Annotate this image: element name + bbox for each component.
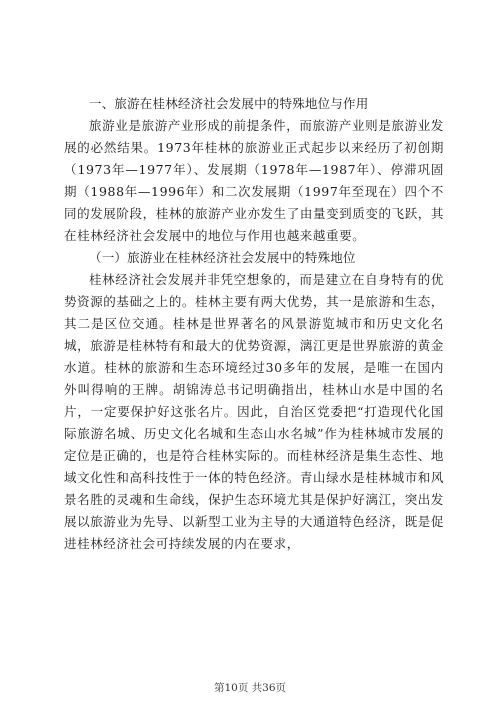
section-heading: 一、旅游在桂林经济社会发展中的特殊地位与作用 xyxy=(89,96,369,111)
paragraph-body: 桂林经济社会发展并非凭空想象的，而是建立在自身特有的优势资源的基础之上的。桂林主要有两大优势，其一是旅游和生态，其二是区位交通。桂林是世界著名的风景游览城市和历史文化名城，旅游是桂林特有和最大的优势资源，漓江更是世界旅游的黄金水道。桂林的旅游和生态环境经过30多年的发展，是唯一在国内外叫得响的王牌。胡锦涛总书记明确指出，桂林山水是中国的名片，一定要保护好这张名片。因此，自治区党委把“打造现代化国际旅游名城、历史文化名城和生态山水名城”作为桂林城市发展的定位是正确的，也是符合桂林实际的。而桂林经济是集生态性、地域文化性和高科技性于一体的特色经济。青山绿水是桂林城市和风景名胜的灵魂和生命线，保护生态环境尤其是保护好漓江，突出发展以旅游业为先导、以新型工业为主导的大通道特色经济，既是促进桂林经济社会可持续发展的内在要求， xyxy=(64,272,444,551)
page-number-footer: 第10页 共36页 xyxy=(213,682,287,694)
document-body xyxy=(64,93,444,555)
paragraph-intro: 旅游业是旅游产业形成的前提条件，而旅游产业则是旅游业发展的必然结果。1973年桂林的旅游业正式起步以来经历了初创期（1973年—1977年）、发展期（1978年—1987年）、停滞巩固期（1988年—1996年）和二次发展期（1997年至现在）四个不同的发展阶段，桂林的旅游产业亦发生了由量变到质变的飞跃，其在桂林经济社会发展中的地位与作用也越来越重要。 xyxy=(64,118,444,243)
subsection-heading: （一）旅游业在桂林经济社会发展中的特殊地位 xyxy=(89,250,356,265)
